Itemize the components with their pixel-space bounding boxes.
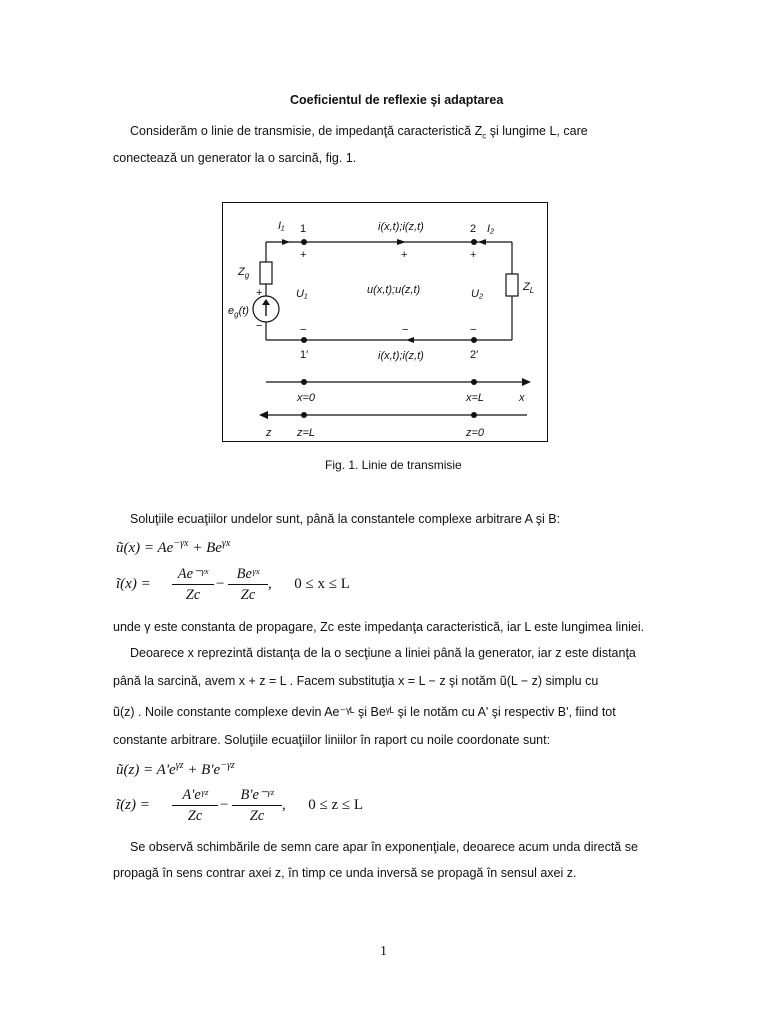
label-u2: U₂	[471, 288, 484, 300]
current-bottom-arrow	[406, 337, 414, 343]
figure-border	[223, 203, 548, 442]
p-solutions: Soluţiile ecuaţiilor undelor sunt, până la constantele complexe arbitrare A şi B:	[130, 512, 561, 526]
eq1-u: ũ(x) = $Ae^{-\gamma x} + Be^{\gamma x}$	[116, 538, 231, 556]
document-title: Coeficientul de reflexie şi adaptarea	[290, 93, 504, 107]
label-node-1-prime: 1′	[300, 349, 309, 361]
zg-resistor	[260, 262, 272, 284]
node-2	[471, 239, 477, 245]
label-node-2-prime: 2′	[470, 349, 479, 361]
zl-resistor	[506, 274, 518, 296]
eq2-condition: , 0 ≤ z ≤ L	[282, 797, 364, 813]
figure-caption: Fig. 1. Linie de transmisie	[325, 458, 462, 472]
label-node-2: 2	[470, 223, 477, 235]
label-zg: $Z_g$	[238, 266, 250, 280]
intro-line-2: conectează un generator la o sarcină, fig. 1.	[113, 151, 357, 165]
label-current-bottom: i(x,t);i(z,t)	[378, 350, 424, 362]
label-x0: x=0	[297, 392, 316, 404]
eq1-fraction-1: Ae⁻ᵞˣ Zc	[172, 565, 214, 604]
eq2-fraction-2: B'e⁻ᵞᶻ Zc	[232, 786, 282, 825]
eq1-condition: , 0 ≤ x ≤ L	[268, 576, 350, 592]
label-i2: I₂	[487, 223, 495, 235]
transmission-line-figure	[222, 202, 548, 442]
eq2-minus: −	[220, 797, 229, 813]
label-z0: z=0	[466, 427, 485, 439]
eq1-fraction-2: Beᵞˣ Zc	[228, 565, 268, 604]
eq1-minus: −	[216, 576, 225, 592]
p-deoarece-3: ũ(z) . Noile constante complexe devin Ae⁻ᵞᴸ şi Beᵞᴸ şi le notăm cu A' şi respectiv B', fiind tot	[113, 705, 616, 719]
node-2-prime	[471, 337, 477, 343]
p-deoarece-4: constante arbitrare. Soluţiile ecuaţiilor liniilor în raport cu noile coordonate sunt:	[113, 733, 551, 747]
label-u1: U₁	[296, 288, 308, 300]
eq2-fraction-1: A'eᵞᶻ Zc	[172, 786, 218, 825]
eq1-i-lhs: ĩ(x) =	[116, 576, 151, 592]
eq2-u: ũ(z) = $A'e^{\gamma z} + B'e^{-\gamma z}$	[116, 760, 235, 778]
i2-arrow	[478, 239, 486, 245]
i1-arrow	[282, 239, 290, 245]
p-unde: unde γ este constanta de propagare, Zc este impedanţa caracteristică, iar L este lungimea liniei.	[113, 620, 645, 634]
p-deoarece-2: până la sarcină, avem x + z = L . Facem substituţia x = L − z şi notăm ũ(L − z) simplu cu	[113, 674, 599, 688]
source-minus: −	[256, 320, 263, 332]
node-1	[301, 239, 307, 245]
label-voltage-mid: u(x,t);u(z,t)	[367, 284, 421, 296]
label-zL: z=L	[297, 427, 316, 439]
label-x-axis: x	[519, 392, 525, 404]
p-deoarece-1: Deoarece x reprezintă distanţa de la o secţiune a liniei până la generator, iar z este distanţa	[130, 646, 636, 660]
label-z-axis: z	[266, 427, 272, 439]
label-i1: I₁	[278, 220, 285, 232]
label-xL: x=L	[466, 392, 485, 404]
label-current-top: i(x,t);i(z,t)	[378, 221, 424, 233]
minus-1: −	[300, 324, 307, 336]
p-final-1: Se observă schimbările de semn care apar în exponenţiale, deoarece acum unda directă se	[130, 840, 638, 854]
minus-2: −	[470, 324, 477, 336]
node-1-prime	[301, 337, 307, 343]
p-final-2: propagă în sens contrar axei z, în timp ce unda inversă se propagă în sensul axei z.	[113, 866, 577, 880]
label-node-1: 1	[300, 223, 307, 235]
label-zl: $Z_L$	[523, 281, 535, 295]
plus-1: +	[300, 249, 307, 261]
current-top-arrow	[397, 239, 406, 245]
minus-mid: −	[402, 324, 409, 336]
source-plus: +	[256, 287, 263, 299]
eq2-i-lhs: ĩ(z) =	[116, 797, 150, 813]
intro-line-1: Considerăm o linie de transmisie, de impedanţă caracteristică $Z_c$ şi lungime L, care	[130, 124, 588, 141]
plus-mid: +	[401, 249, 408, 261]
page-number: 1	[380, 944, 387, 959]
label-eg: $e_g(t)$	[228, 305, 249, 319]
plus-2: +	[470, 249, 477, 261]
